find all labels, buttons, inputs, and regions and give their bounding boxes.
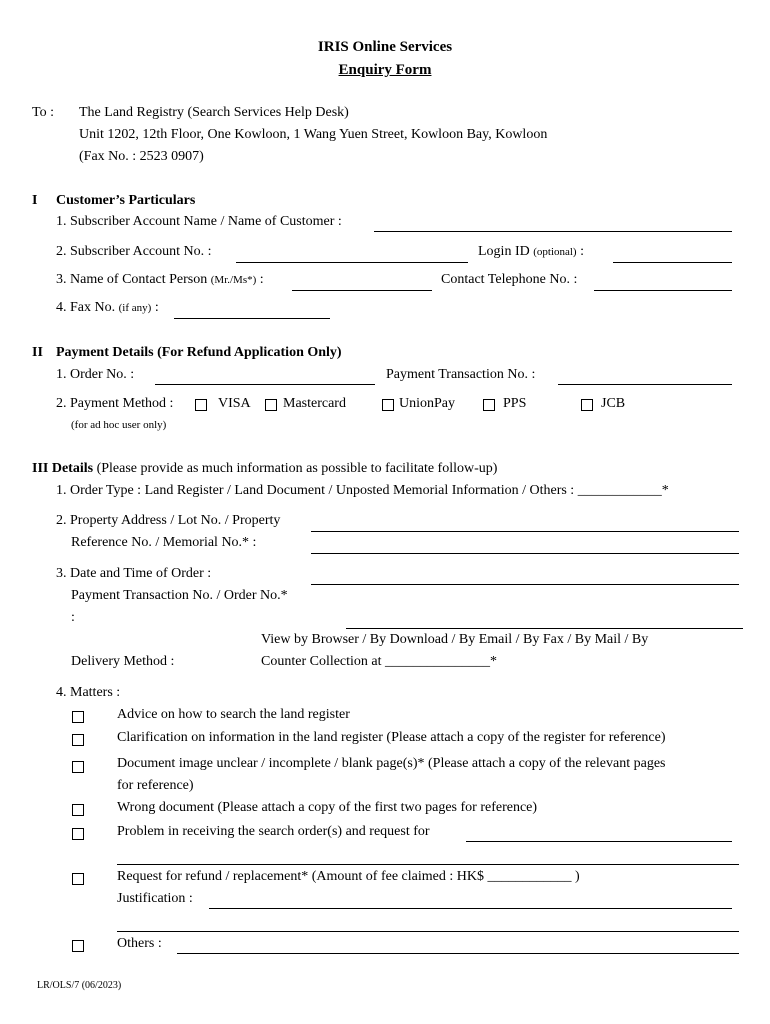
order-no-field[interactable] xyxy=(155,384,375,385)
matter-problem-field-2[interactable] xyxy=(117,864,739,865)
section-3-heading: III Details (Please provide as much information as possible to facilitate follow-up) xyxy=(32,461,498,476)
contact-tel-label: Contact Telephone No. : xyxy=(441,272,578,287)
matter-refund-checkbox[interactable] xyxy=(72,873,84,885)
mastercard-checkbox[interactable] xyxy=(265,399,277,411)
jcb-label: JCB xyxy=(601,396,626,411)
unionpay-label: UnionPay xyxy=(399,396,455,411)
unionpay-checkbox[interactable] xyxy=(382,399,394,411)
matter-problem-label: Problem in receiving the search order(s) and request for xyxy=(117,824,430,839)
delivery-options-line-1: View by Browser / By Download / By Email / By Fax / By Mail / By xyxy=(261,632,649,647)
account-name-label: 1. Subscriber Account Name / Name of Customer : xyxy=(56,214,342,229)
account-no-field[interactable] xyxy=(236,262,468,263)
delivery-options-line-2: Counter Collection at _______________* xyxy=(261,654,498,669)
matter-problem-checkbox[interactable] xyxy=(72,828,84,840)
login-id-label: Login ID (optional) : xyxy=(478,244,584,259)
recipient-name: The Land Registry (Search Services Help Desk) xyxy=(79,105,349,120)
payment-method-note: (for ad hoc user only) xyxy=(71,419,167,431)
property-address-field-1[interactable] xyxy=(311,531,739,532)
delivery-method-label: Delivery Method : xyxy=(71,654,175,669)
matter-image-unclear-label: Document image unclear / incomplete / blank page(s)* (Please attach a copy of the relevant pages xyxy=(117,756,666,771)
txn-order-field[interactable] xyxy=(346,628,743,629)
order-date-field[interactable] xyxy=(311,584,739,585)
form-subtitle: Enquiry Form xyxy=(338,62,432,78)
visa-label: VISA xyxy=(218,396,251,411)
justification-field-2[interactable] xyxy=(117,931,739,932)
property-address-label: 2. Property Address / Lot No. / Property xyxy=(56,513,281,528)
order-type-label: 1. Order Type : Land Register / Land Document / Unposted Memorial Information / Others : ____________* xyxy=(56,483,669,498)
order-no-label: 1. Order No. : xyxy=(56,367,135,382)
contact-tel-field[interactable] xyxy=(594,290,732,291)
pps-checkbox[interactable] xyxy=(483,399,495,411)
order-date-label: 3. Date and Time of Order : xyxy=(56,566,212,581)
section-1-number: I xyxy=(32,193,38,208)
form-code: LR/OLS/7 (06/2023) xyxy=(37,980,122,991)
jcb-checkbox[interactable] xyxy=(581,399,593,411)
payment-method-label: 2. Payment Method : xyxy=(56,396,174,411)
payment-txn-label: Payment Transaction No. : xyxy=(386,367,536,382)
matter-image-unclear-label-cont: for reference) xyxy=(117,778,194,793)
property-address-field-2[interactable] xyxy=(311,553,739,554)
matter-problem-field[interactable] xyxy=(466,841,732,842)
login-id-field[interactable] xyxy=(613,262,732,263)
form-title: IRIS Online Services xyxy=(317,39,453,55)
justification-field[interactable] xyxy=(209,908,732,909)
justification-label: Justification : xyxy=(117,891,193,906)
fax-label: 4. Fax No. (if any) : xyxy=(56,300,159,315)
recipient-address: Unit 1202, 12th Floor, One Kowloon, 1 Wang Yuen Street, Kowloon Bay, Kowloon xyxy=(79,127,548,142)
payment-txn-field[interactable] xyxy=(558,384,732,385)
to-label: To : xyxy=(32,105,54,120)
account-name-field[interactable] xyxy=(374,231,732,232)
contact-person-label: 3. Name of Contact Person (Mr./Ms*) : xyxy=(56,272,264,287)
visa-checkbox[interactable] xyxy=(195,399,207,411)
section-2-number: II xyxy=(32,345,43,360)
matter-advice-checkbox[interactable] xyxy=(72,711,84,723)
matters-label: 4. Matters : xyxy=(56,685,121,700)
txn-order-colon: : xyxy=(71,610,75,625)
matter-advice-label: Advice on how to search the land register xyxy=(117,707,350,722)
section-1-title: Customer’s Particulars xyxy=(56,193,196,208)
recipient-fax: (Fax No. : 2523 0907) xyxy=(79,149,204,164)
section-2-title: Payment Details (For Refund Application Only) xyxy=(56,345,342,360)
matter-clarification-label: Clarification on information in the land register (Please attach a copy of the register for reference) xyxy=(117,730,666,745)
matter-others-field[interactable] xyxy=(177,953,739,954)
txn-order-label: Payment Transaction No. / Order No.* xyxy=(71,588,288,603)
matter-image-unclear-checkbox[interactable] xyxy=(72,761,84,773)
fax-field[interactable] xyxy=(174,318,330,319)
mastercard-label: Mastercard xyxy=(283,396,346,411)
memorial-no-label: Reference No. / Memorial No.* : xyxy=(71,535,257,550)
pps-label: PPS xyxy=(503,396,527,411)
matter-refund-label: Request for refund / replacement* (Amount of fee claimed : HK$ ____________ ) xyxy=(117,869,580,884)
matter-others-label: Others : xyxy=(117,936,162,951)
matter-clarification-checkbox[interactable] xyxy=(72,734,84,746)
matter-wrong-doc-checkbox[interactable] xyxy=(72,804,84,816)
matter-wrong-doc-label: Wrong document (Please attach a copy of the first two pages for reference) xyxy=(117,800,538,815)
contact-person-field[interactable] xyxy=(292,290,432,291)
matter-others-checkbox[interactable] xyxy=(72,940,84,952)
account-no-label: 2. Subscriber Account No. : xyxy=(56,244,212,259)
